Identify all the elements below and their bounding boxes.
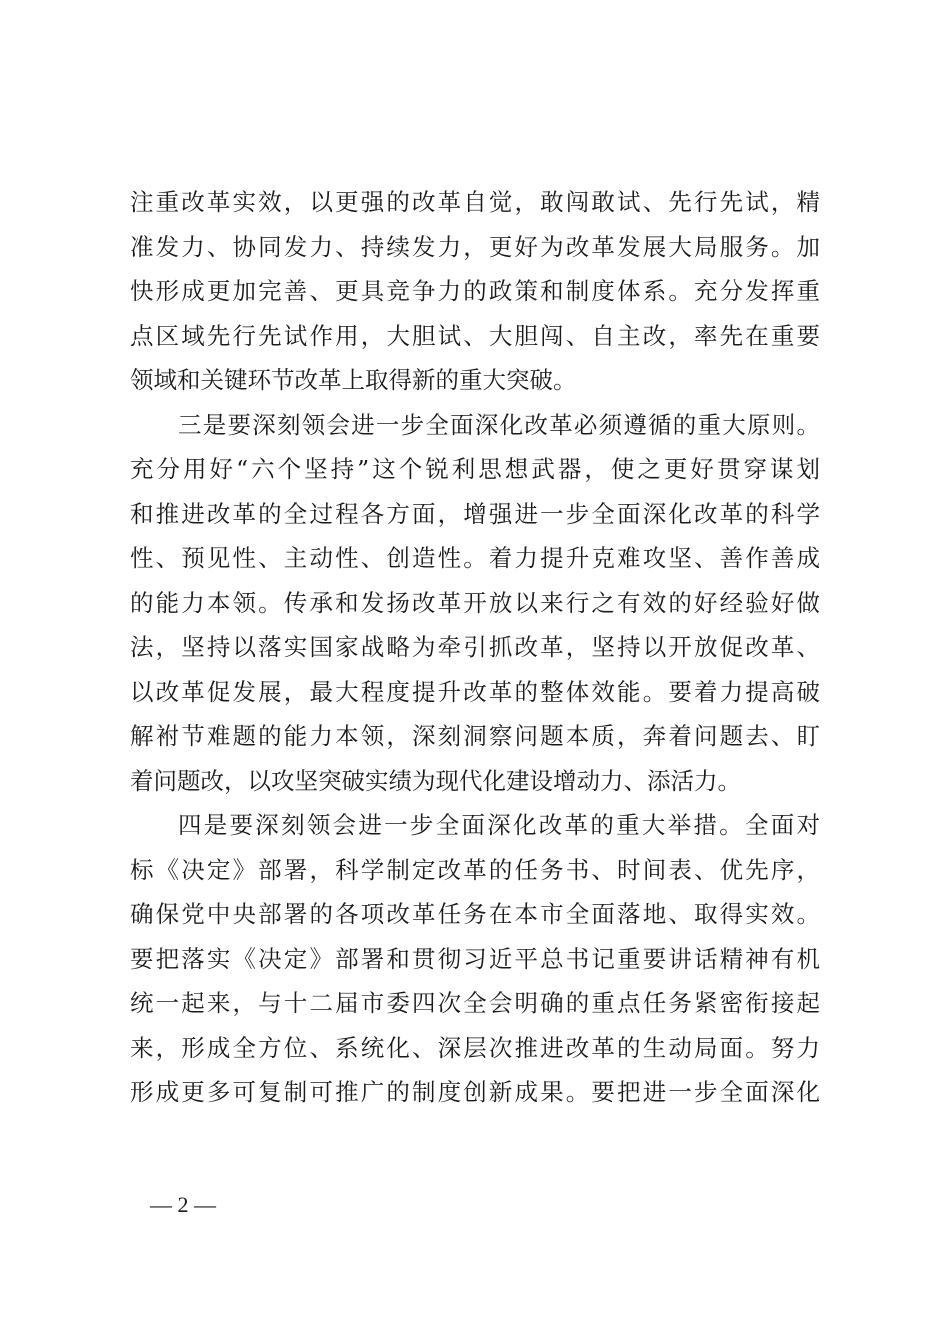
text-line: 快形成更加完善、更具竞争力的政策和制度体系。充分发挥重 (130, 277, 820, 305)
text-line: 解袝节难题的能力本领，深刻洞察问题本质，奔着问题去、盯 (130, 722, 820, 750)
text-line: 领域和关键环节改革上取得新的重大突破。 (130, 366, 577, 394)
text-line: 充分用好“六个坚持”这个锐利思想武器，使之更好贯穿谋划 (130, 455, 820, 483)
text-line: 和推进改革的全过程各方面，增强进一步全面深化改革的科学 (130, 499, 820, 528)
text-line: 的能力本领。传承和发扬改革开放以来行之有效的好经验好做 (130, 588, 820, 617)
text-line: 注重改革实效，以更强的改革自觉，敢闯敢试、先行先试，精 (130, 188, 820, 216)
text-line: 以改革促发展，最大程度提升改革的整体效能。要着力提高破 (130, 677, 820, 706)
text-line: 标《决定》部署，科学制定改革的任务书、时间表、优先序， (130, 855, 820, 884)
paragraph (130, 180, 820, 403)
text-line: 确保党中央部署的各项改革任务在本市全面落地、取得实效。 (130, 900, 820, 928)
paragraph (130, 803, 820, 1115)
text-line: 来，形成全方位、系统化、深层次推进改革的生动局面。努力 (130, 1033, 820, 1062)
page-number: — 2 — (150, 1192, 216, 1217)
text-line: 性、预见性、主动性、创造性。着力提升克难攻坚、善作善成 (130, 544, 820, 572)
text-line: 三是要深刻领会进一步全面深化改革必须遵循的重大原则。 (178, 410, 820, 439)
text-line: 着问题改，以攻坚突破实绩为现代化建设增动力、添活力。 (130, 766, 741, 795)
text-line: 点区域先行先试作用，大胆试、大胆闯、自主改，率先在重要 (130, 321, 820, 350)
text-line: 准发力、协同发力、持续发力，更好为改革发展大局服务。加 (130, 232, 820, 261)
text-line: 四是要深刻领会进一步全面深化改革的重大举措。全面对 (178, 811, 820, 839)
text-line: 要把落实《决定》部署和贯彻习近平总书记重要讲话精神有机 (130, 944, 820, 973)
paragraph (130, 403, 820, 804)
text-line: 形成更多可复制可推广的制度创新成果。要把进一步全面深化 (130, 1078, 820, 1106)
text-line: 统一起来，与十二届市委四次全会明确的重点任务紧密衔接起 (130, 989, 820, 1017)
text-line: 法，坚持以落实国家战略为牵引抓改革，坚持以开放促改革、 (130, 633, 820, 661)
document-body (130, 180, 820, 1115)
